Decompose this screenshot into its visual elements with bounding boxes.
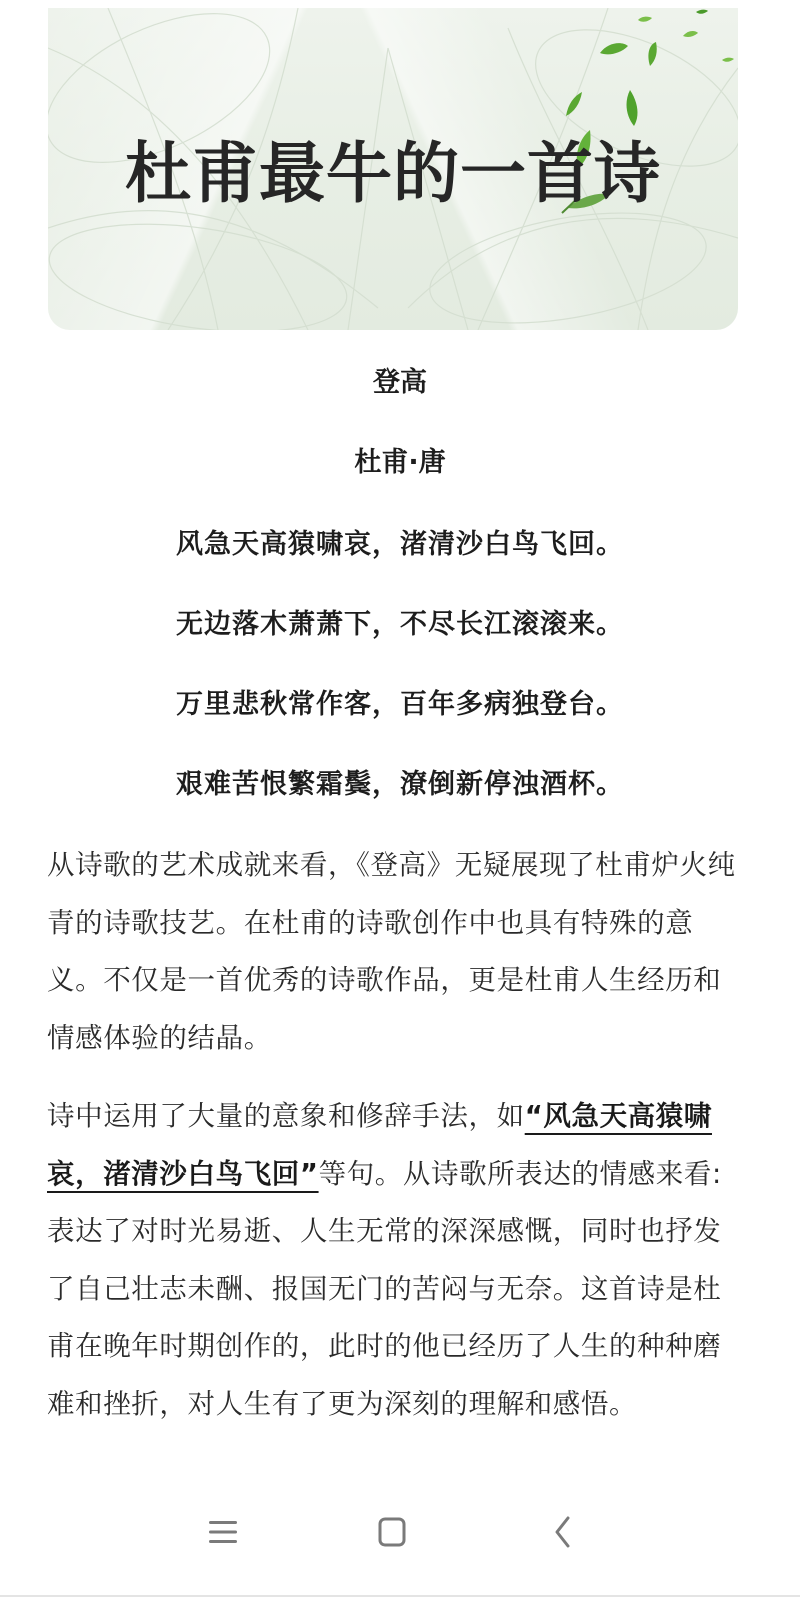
home-button[interactable] (362, 1502, 422, 1562)
recent-apps-button[interactable] (193, 1502, 253, 1562)
header-banner-image (48, 8, 738, 330)
banner-title: 杜甫最牛的一首诗 (125, 135, 661, 212)
paragraph-text: 诗中运用了大量的意象和修辞手法，如 (47, 1100, 525, 1132)
poem-line: 风急天高猿啸哀，渚清沙白鸟飞回。 (176, 529, 624, 560)
menu-icon (208, 1518, 238, 1546)
poem-line: 无边落木萧萧下，不尽长江滚滚来。 (176, 609, 624, 640)
system-navigation-bar (0, 1490, 800, 1597)
poem-line: 万里悲秋常作客，百年多病独登台。 (176, 689, 624, 720)
home-icon (377, 1516, 407, 1548)
paragraph-text: 等句。从诗歌所表达的情感来看: 表达了对时光易逝、人生无常的深深感慨，同时也抒发了自己壮志未酬、报国无门的苦闷与无奈。这首诗是杜甫在晚年时期创作的，此时的他已经历了人生的种种磨难和挫折，对人生有了更为深刻的理解和感悟。 (47, 1157, 722, 1420)
poem-title: 登高 (373, 367, 427, 398)
quoted-verse-highlight: “风急天高猿啸哀，渚清沙白鸟飞回” (47, 1100, 712, 1190)
back-button[interactable] (533, 1502, 593, 1562)
article-paragraph-art-achievement: 从诗歌的艺术成就来看，《登高》无疑展现了杜甫炉火纯青的诗歌技艺。在杜甫的诗歌创作中也具有特殊的意义。不仅是一首优秀的诗歌作品，更是杜甫人生经历和情感体验的结晶。 (47, 849, 736, 1054)
poem-line: 艰难苦恨繁霜鬓，潦倒新停浊酒杯。 (176, 769, 624, 800)
poem-block (0, 360, 800, 842)
back-icon (551, 1515, 575, 1549)
poem-author: 杜甫·唐 (354, 447, 446, 478)
article-paragraph-analysis (47, 1088, 737, 1433)
